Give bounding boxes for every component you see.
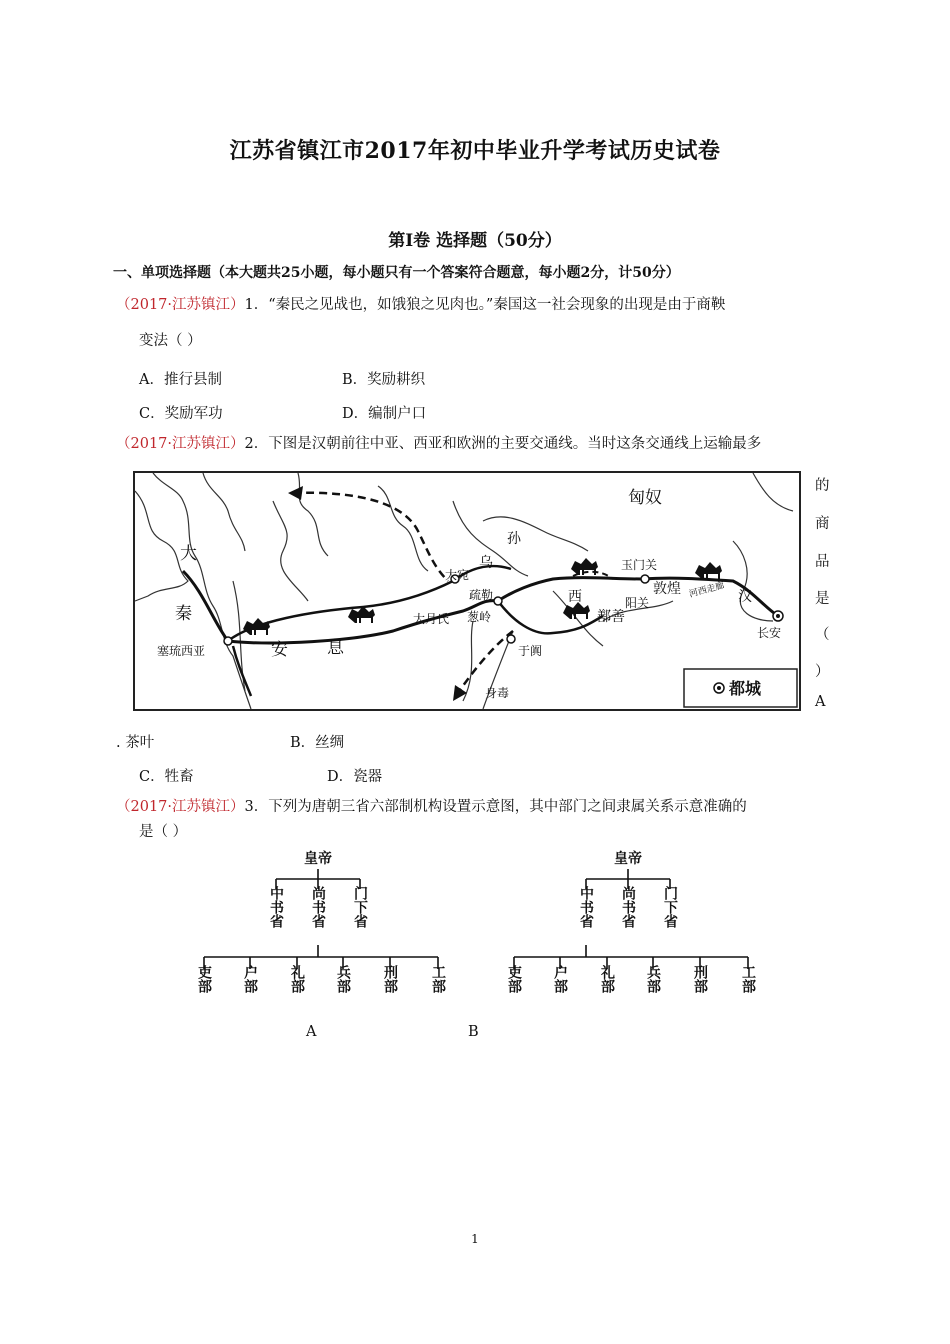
capital-marker-dot xyxy=(776,614,780,618)
question-1-number: 1． xyxy=(244,297,269,313)
question-3-source: （2017·江苏镇江） xyxy=(116,799,245,815)
diagram-a-ministry: 工部 xyxy=(430,965,446,993)
legend-capital-icon-dot xyxy=(717,686,721,690)
diagram-b-ministry: 刑部 xyxy=(692,965,708,993)
map-label-han: 汉 xyxy=(738,589,752,605)
town-marker xyxy=(494,597,502,605)
question-2-line1 xyxy=(116,436,761,453)
town-marker xyxy=(224,637,232,645)
diagram-b-province: 中书省 xyxy=(578,886,594,928)
diagram-a-ministry: 刑部 xyxy=(382,965,398,993)
map-label-yangguan: 阳关 xyxy=(625,596,650,610)
question-2-option-d: D．瓷器 xyxy=(327,769,383,785)
silk-road-map xyxy=(133,471,801,711)
section-heading: 一、单项选择题（本大题共25小题，每小题只有一个答案符合题意，每小题2分，计50分） xyxy=(113,265,680,281)
map-label-selucia: 塞琉西亚 xyxy=(157,644,206,658)
diagram-b-ministry: 礼部 xyxy=(599,965,615,993)
question-2-wrap-char: （ xyxy=(815,627,830,643)
part-heading: 第I卷 选择题（50分） xyxy=(388,231,562,251)
diagram-a-ministry: 兵部 xyxy=(335,965,351,993)
question-1-line2: 变法（ ） xyxy=(139,333,202,349)
question-3-number: 3． xyxy=(244,799,269,815)
question-1-option-b: B．奖励耕织 xyxy=(342,372,426,388)
diagram-b-label: B xyxy=(468,1024,479,1040)
question-1-line1 xyxy=(116,297,725,314)
question-3-stem: 下列为唐朝三省六部制机构设置示意图，其中部门之间隶属关系示意准确的 xyxy=(268,799,747,815)
diagram-b-ministry: 户部 xyxy=(552,965,568,993)
diagram-b-ministry: 吏部 xyxy=(506,965,522,993)
map-label-dunhuang: 敦煌 xyxy=(653,581,681,597)
town-marker xyxy=(507,635,515,643)
question-2-option-a: . 茶叶 xyxy=(116,735,155,751)
diagram-b xyxy=(500,845,765,1015)
question-1-stem: “秦民之见战也，如饿狼之见肉也。”秦国这一社会现象的出现是由于商鞅 xyxy=(268,297,726,313)
map-label-xi: 西 xyxy=(568,589,582,605)
diagram-a-province: 尚书省 xyxy=(310,886,326,928)
question-2-stem: 下图是汉朝前往中亚、西亚和欧洲的主要交通线。当时这条交通线上运输最多 xyxy=(268,436,762,452)
map-label-an: 安 xyxy=(271,640,288,660)
question-2-wrap-char: 的 xyxy=(815,478,830,494)
question-2-option-b: B．丝绸 xyxy=(290,735,345,751)
map-label-dayuan: 大宛 xyxy=(445,568,470,582)
question-3-line1 xyxy=(116,799,747,816)
question-2-wrap-char: ） xyxy=(815,664,830,680)
map-label-wu: 乌 xyxy=(479,555,493,571)
question-2-source: （2017·江苏镇江） xyxy=(116,436,245,452)
map-label-yutian: 于阗 xyxy=(518,644,543,658)
question-1-option-c: C．奖励军功 xyxy=(139,406,223,422)
diagram-a-ministry: 礼部 xyxy=(289,965,305,993)
diagram-a-ministry: 户部 xyxy=(242,965,258,993)
question-2-option-a-letter: A xyxy=(815,694,826,710)
question-3-line2: 是（ ） xyxy=(139,824,188,840)
map-label-wusun: 孙 xyxy=(507,531,521,547)
question-2-number: 2． xyxy=(244,436,269,452)
question-1-source: （2017·江苏镇江） xyxy=(116,297,245,313)
question-2-option-c: C．牲畜 xyxy=(139,769,194,785)
diagram-a-label: A xyxy=(306,1024,317,1040)
question-2-wrap-char: 品 xyxy=(815,554,830,570)
map-label-yumenguan: 玉门关 xyxy=(621,558,658,572)
map-label-xi2: 息 xyxy=(327,638,344,658)
diagram-a-province: 门下省 xyxy=(352,886,368,928)
question-2-wrap-char: 是 xyxy=(815,591,830,607)
diagram-a-ministry: 吏部 xyxy=(196,965,212,993)
map-label-dayuezhi: 大月氏 xyxy=(413,612,450,626)
map-label-congling: 葱岭 xyxy=(467,610,492,624)
map-label-hexi: 河西走廊 xyxy=(688,580,726,600)
map-label-qin: 秦 xyxy=(175,604,192,624)
diagram-a xyxy=(190,845,455,1015)
page-title: 江苏省镇江市2017年初中毕业升学考试历史试卷 xyxy=(229,138,721,164)
map-label-shule: 疏勒 xyxy=(469,588,494,602)
map-label-da: 大 xyxy=(180,544,197,564)
diagram-b-province: 门下省 xyxy=(662,886,678,928)
diagram-a-province: 中书省 xyxy=(268,886,284,928)
question-2-wrap-char: 商 xyxy=(815,516,830,532)
page-number: 1 xyxy=(471,1232,479,1246)
diagram-b-ministry: 工部 xyxy=(740,965,756,993)
diagram-a-emperor: 皇帝 xyxy=(304,851,332,867)
map-label-shanshan: 鄯善 xyxy=(597,609,625,625)
map-label-shendu: 身毒 xyxy=(485,686,510,700)
diagram-b-ministry: 兵部 xyxy=(645,965,661,993)
question-1-option-d: D．编制户口 xyxy=(342,406,427,422)
map-legend-label: 都城 xyxy=(729,679,762,698)
map-label-xiongnu: 匈奴 xyxy=(628,488,662,508)
map-label-changan: 长安 xyxy=(757,626,782,640)
town-marker xyxy=(641,575,649,583)
question-1-option-a: A．推行县制 xyxy=(139,372,222,388)
diagram-b-province: 尚书省 xyxy=(620,886,636,928)
diagram-b-emperor: 皇帝 xyxy=(614,851,642,867)
